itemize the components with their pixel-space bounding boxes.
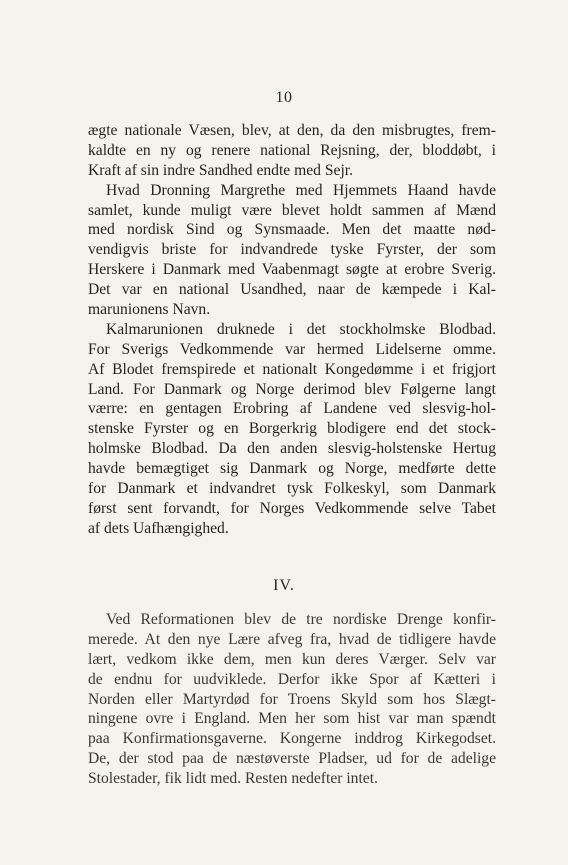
text-line: merede. At den nye Lære afveg fra, hvad de tidligere havde bbox=[88, 630, 496, 648]
text-line: for Danmark et indvandret tysk Folkeskyl, som Danmark bbox=[88, 480, 496, 498]
text-line: lært, vedkom ikke dem, men kun deres Værger. Selv var bbox=[88, 650, 496, 668]
text-line: kaldte en ny og renere national Rejsning, der, bloddøbt, i bbox=[88, 141, 496, 159]
text-line: De, der stod paa de næstøverste Pladser, ud for de adelige bbox=[88, 750, 496, 768]
text-line: værre: en gentagen Erobring af Landene ved slesvig-hol- bbox=[88, 400, 496, 418]
text-line: Norden eller Martyrdød for Troens Skyld som hos Slægt- bbox=[88, 690, 496, 708]
text-line: Stolestader, fik lidt med. Resten nedefter intet. bbox=[88, 770, 378, 788]
text-line: Kalmarunionen druknede i det stockholmske Blodbad. bbox=[106, 320, 496, 338]
text-line: ægte nationale Væsen, blev, at den, da den misbrugtes, frem- bbox=[88, 122, 496, 139]
text-line: af dets Uafhængighed. bbox=[88, 519, 229, 537]
text-line: paa Konfirmationsgaverne. Kongerne inddrog Kirkegodset. bbox=[88, 730, 496, 748]
text-line: Kraft af sin indre Sandhed endte med Sejr. bbox=[88, 161, 354, 179]
text-line: Herskere i Danmark med Vaabenmagt søgte at erobre Sverig. bbox=[88, 261, 496, 279]
text-line: Hvad Dronning Margrethe med Hjemmets Haand havde bbox=[106, 181, 496, 199]
text-line: Land. For Danmark og Norge derimod blev Følgerne langt bbox=[88, 380, 496, 398]
text-line: Ved Reformationen blev de tre nordiske Drenge konfir- bbox=[106, 611, 496, 628]
text-line: de endnu for uudviklede. Derfor ikke Spor af Kætteri i bbox=[88, 670, 496, 688]
text-line: stenske Fyrster og en Borgerkrig blodigere end det stock- bbox=[88, 420, 496, 438]
text-line: For Sverigs Vedkommende var hermed Lidelserne omme. bbox=[88, 340, 496, 358]
text-line: marunionens Navn. bbox=[88, 301, 211, 319]
text-line: ningene ovre i England. Men her som hist var man spændt bbox=[88, 710, 496, 728]
text-line: først sent forvandt, for Norges Vedkommende selve Tabet bbox=[88, 499, 496, 517]
text-line: samlet, kunde muligt være blevet holdt sammen af Mænd bbox=[88, 201, 496, 219]
section-a-text bbox=[88, 121, 496, 539]
section-heading: IV. bbox=[273, 577, 295, 594]
section-b-text bbox=[88, 610, 496, 789]
text-line: vendigvis briste for indvandrede tyske Fyrster, der som bbox=[88, 241, 496, 259]
text-line: Af Blodet fremspirede et nationalt Kongedømme i et frigjort bbox=[88, 360, 496, 378]
text-line: Det var en national Usandhed, naar de kæmpede i Kal- bbox=[88, 281, 496, 299]
text-line: holmske Blodbad. Da den anden slesvig-holstenske Hertug bbox=[88, 440, 496, 458]
page-number: 10 bbox=[275, 89, 293, 106]
text-line: med nordisk Sind og Synsmaade. Men det maatte nød- bbox=[88, 221, 496, 239]
text-line: havde bemægtiget sig Danmark og Norge, medførte dette bbox=[88, 460, 496, 478]
